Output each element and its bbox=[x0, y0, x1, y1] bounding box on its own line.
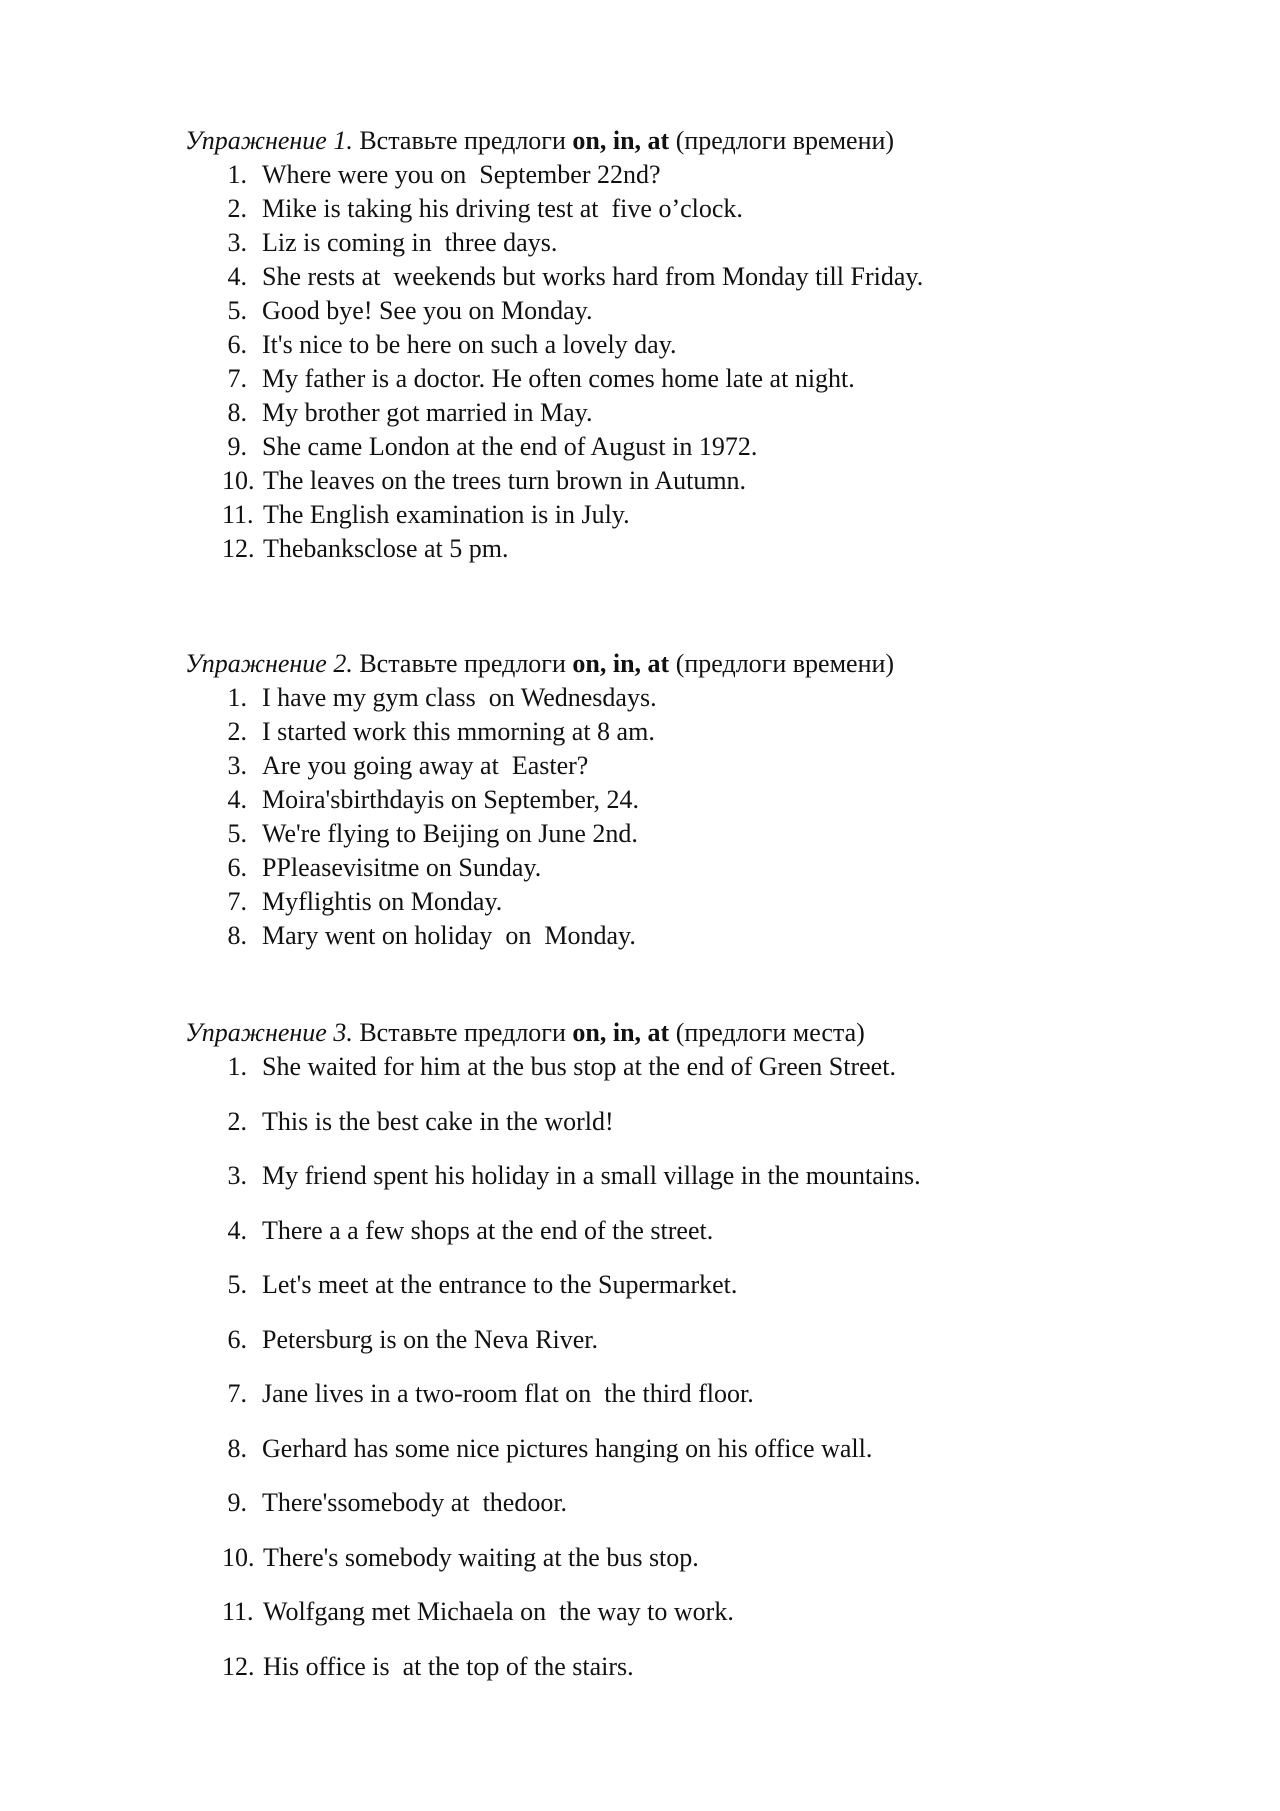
list-item bbox=[185, 328, 1145, 362]
exercise-list bbox=[185, 681, 1145, 953]
item-number: 4. bbox=[227, 785, 247, 814]
list-item bbox=[185, 158, 1145, 192]
list-item bbox=[185, 260, 1145, 294]
exercise-name: Упражнение 3. bbox=[185, 1018, 353, 1047]
exercise-name: Упражнение 1. bbox=[185, 126, 353, 155]
item-number: 5. bbox=[227, 819, 247, 848]
list-item bbox=[185, 1050, 1145, 1084]
item-text: His office is at the top of the stairs. bbox=[263, 1651, 634, 1681]
item-text: My friend spent his holiday in a small village in the mountains. bbox=[262, 1161, 921, 1190]
list-item bbox=[185, 1214, 1145, 1248]
list-item bbox=[185, 919, 1145, 953]
item-number: 7. bbox=[227, 1379, 247, 1408]
list-item bbox=[185, 1595, 1145, 1629]
item-number: 11. bbox=[222, 1597, 254, 1626]
item-number: 6. bbox=[227, 1324, 247, 1354]
item-text: Wolfgang met Michaela on the way to work. bbox=[263, 1597, 734, 1626]
item-number: 3. bbox=[227, 751, 247, 780]
item-number: 12. bbox=[222, 1651, 255, 1681]
item-text: There'ssomebody at thedoor. bbox=[262, 1488, 568, 1517]
item-number: 1. bbox=[227, 160, 247, 189]
item-number: 11. bbox=[222, 500, 254, 529]
item-number: 5. bbox=[227, 296, 247, 325]
list-item bbox=[185, 192, 1145, 226]
list-item bbox=[185, 1541, 1145, 1575]
exercise-instruction: Вставьте предлоги bbox=[359, 1018, 566, 1047]
list-item bbox=[185, 817, 1145, 851]
item-number: 4. bbox=[227, 1215, 247, 1245]
list-item bbox=[185, 396, 1145, 430]
item-number: 8. bbox=[227, 921, 247, 950]
item-number: 1. bbox=[227, 1052, 247, 1081]
item-text: There's somebody waiting at the bus stop. bbox=[263, 1542, 699, 1572]
item-number: 3. bbox=[227, 1161, 247, 1190]
exercise-2 bbox=[185, 647, 1145, 953]
list-item bbox=[185, 464, 1145, 498]
item-text: Where were you on September 22nd? bbox=[262, 160, 661, 189]
item-number: 2. bbox=[227, 717, 247, 746]
list-item bbox=[185, 1650, 1145, 1684]
item-text: This is the best cake in the world! bbox=[262, 1106, 614, 1136]
exercise-heading bbox=[185, 647, 1145, 681]
item-text: There a a few shops at the end of the street. bbox=[262, 1215, 714, 1245]
item-text: I have my gym class on Wednesdays. bbox=[262, 683, 657, 712]
exercise-prepositions: on, in, at bbox=[572, 126, 670, 155]
list-item bbox=[185, 783, 1145, 817]
list-item bbox=[185, 1486, 1145, 1520]
exercise-3 bbox=[185, 1016, 1145, 1704]
exercise-heading bbox=[185, 124, 1145, 158]
exercise-note: (предлоги времени) bbox=[675, 649, 895, 678]
list-item bbox=[185, 1105, 1145, 1139]
list-item bbox=[185, 532, 1145, 566]
item-number: 10. bbox=[222, 1542, 255, 1572]
exercise-instruction: Вставьте предлоги bbox=[359, 126, 566, 155]
exercise-name: Упражнение 2. bbox=[185, 649, 353, 678]
item-number: 8. bbox=[227, 398, 247, 427]
item-number: 4. bbox=[227, 262, 247, 291]
list-item bbox=[185, 1159, 1145, 1193]
item-text: Thebanksclose at 5 pm. bbox=[263, 534, 509, 563]
item-text: She waited for him at the bus stop at the end of Green Street. bbox=[262, 1052, 896, 1081]
item-text: Good bye! See you on Monday. bbox=[262, 296, 593, 325]
list-item bbox=[185, 430, 1145, 464]
item-text: Myflightis on Monday. bbox=[262, 887, 503, 916]
exercise-prepositions: on, in, at bbox=[572, 649, 670, 678]
item-text: Let's meet at the entrance to the Supermarket. bbox=[262, 1270, 738, 1299]
item-text: She came London at the end of August in 1972. bbox=[262, 432, 758, 461]
item-text: Jane lives in a two-room flat on the third floor. bbox=[262, 1379, 754, 1408]
item-text: My brother got married in May. bbox=[262, 398, 593, 427]
exercise-heading bbox=[185, 1016, 1145, 1050]
item-text: I started work this mmorning at 8 am. bbox=[262, 717, 655, 746]
exercise-prepositions: on, in, at bbox=[572, 1018, 670, 1047]
list-item bbox=[185, 1377, 1145, 1411]
item-number: 12. bbox=[222, 534, 255, 563]
item-number: 6. bbox=[227, 853, 247, 882]
list-item bbox=[185, 851, 1145, 885]
item-number: 8. bbox=[227, 1433, 247, 1463]
exercise-1 bbox=[185, 124, 1145, 566]
list-item bbox=[185, 1323, 1145, 1357]
list-item bbox=[185, 226, 1145, 260]
item-number: 3. bbox=[227, 228, 247, 257]
exercise-list bbox=[185, 158, 1145, 566]
item-number: 9. bbox=[227, 432, 247, 461]
list-item bbox=[185, 362, 1145, 396]
exercise-list bbox=[185, 1050, 1145, 1684]
item-number: 6. bbox=[227, 330, 247, 359]
item-text: Mike is taking his driving test at five o’clock. bbox=[262, 194, 743, 223]
list-item bbox=[185, 1268, 1145, 1302]
exercise-note: (предлоги места) bbox=[675, 1018, 865, 1047]
list-item bbox=[185, 294, 1145, 328]
item-text: Are you going away at Easter? bbox=[262, 751, 589, 780]
item-number: 7. bbox=[227, 887, 247, 916]
item-number: 5. bbox=[227, 1270, 247, 1299]
item-number: 7. bbox=[227, 364, 247, 393]
item-number: 2. bbox=[227, 1106, 247, 1136]
item-text: We're flying to Beijing on June 2nd. bbox=[262, 819, 638, 848]
item-text: She rests at weekends but works hard from Monday till Friday. bbox=[262, 262, 924, 291]
item-text: The leaves on the trees turn brown in Autumn. bbox=[263, 466, 747, 495]
exercise-note: (предлоги времени) bbox=[675, 126, 895, 155]
list-item bbox=[185, 885, 1145, 919]
item-text: My father is a doctor. He often comes home late at night. bbox=[262, 364, 855, 393]
item-text: Liz is coming in three days. bbox=[262, 228, 558, 257]
list-item bbox=[185, 1432, 1145, 1466]
item-text: Petersburg is on the Neva River. bbox=[262, 1324, 599, 1354]
item-text: PPleasevisitme on Sunday. bbox=[262, 853, 542, 882]
list-item bbox=[185, 715, 1145, 749]
item-number: 10. bbox=[222, 466, 255, 495]
item-text: Mary went on holiday on Monday. bbox=[262, 921, 636, 950]
exercise-instruction: Вставьте предлоги bbox=[359, 649, 566, 678]
item-text: It's nice to be here on such a lovely day. bbox=[262, 330, 677, 359]
list-item bbox=[185, 749, 1145, 783]
item-text: Moira'sbirthdayis on September, 24. bbox=[262, 785, 639, 814]
item-number: 2. bbox=[227, 194, 247, 223]
item-number: 1. bbox=[227, 683, 247, 712]
item-text: Gerhard has some nice pictures hanging on his office wall. bbox=[262, 1433, 873, 1463]
list-item bbox=[185, 498, 1145, 532]
item-text: The English examination is in July. bbox=[263, 500, 630, 529]
item-number: 9. bbox=[227, 1488, 247, 1517]
list-item bbox=[185, 681, 1145, 715]
